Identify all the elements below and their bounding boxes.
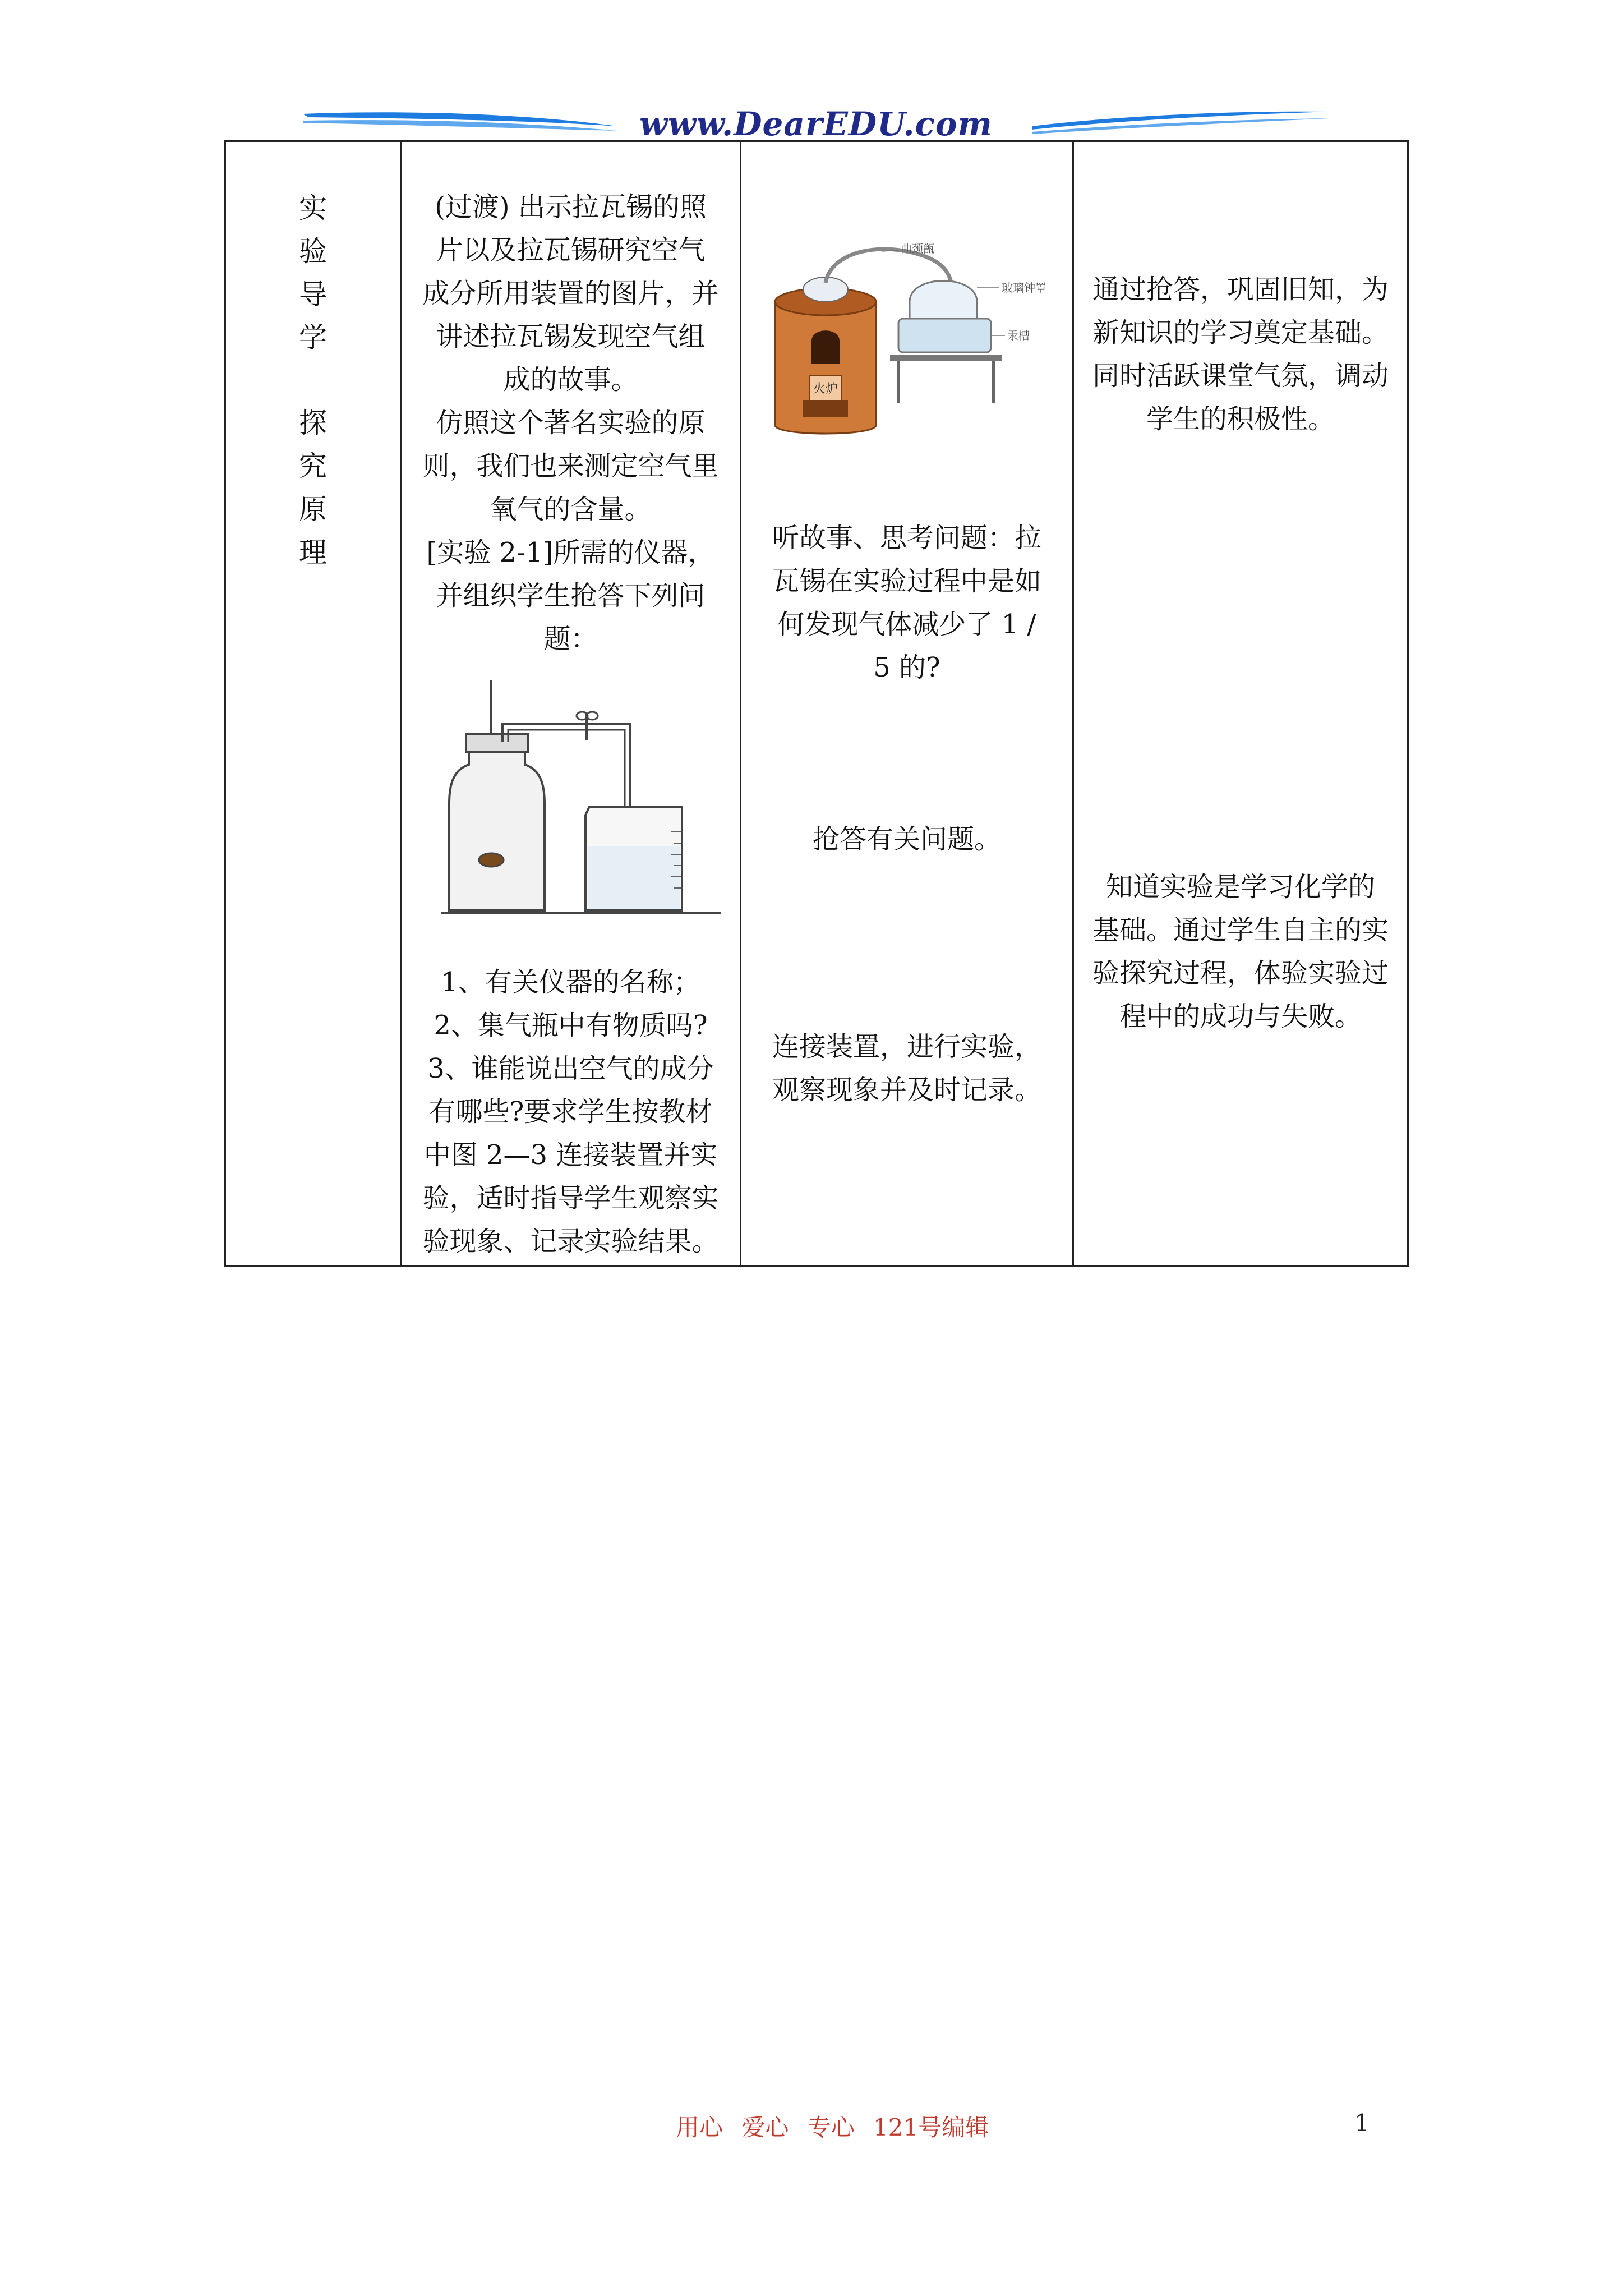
bell-jar-label: 玻璃钟罩 bbox=[1002, 281, 1046, 295]
apparatus-figure bbox=[435, 664, 727, 927]
intent-text-1: 通过抢答，巩固旧知，为 新知识的学习奠定基础。 同时活跃课堂气氛，调动 学生的积极性。 bbox=[1092, 274, 1389, 435]
lavoisier-apparatus-figure bbox=[764, 229, 1050, 453]
page-number: 1 bbox=[1354, 2109, 1370, 2137]
intent-text-2: 知道实验是学习化学的 基础。通过学生自主的实 验探究过程，体验实验过 程中的成功与失败。 bbox=[1092, 871, 1389, 1032]
student-listen-text: 听故事、思考问题：拉 瓦锡在实验过程中是如 何发现气体减少了 1 / 5 的? bbox=[772, 522, 1041, 683]
teacher-question-list: 1、有关仪器的名称； 2、集气瓶中有物质吗? 3、谁能说出空气的成分 有哪些?要求学生按教材 中图 2—3 连接装置并实 验，适时指导学生观察实 验现象、记录实验结果。 bbox=[422, 967, 719, 1257]
mercury-trough-label: 汞槽 bbox=[1007, 329, 1030, 342]
teacher-activity-column bbox=[401, 141, 741, 1266]
retort-label: 曲颈甑 bbox=[901, 242, 934, 255]
brand-text: www.DearEDU.com bbox=[639, 105, 993, 143]
teacher-transition-text: (过渡) 出示拉瓦锡的照 片以及拉瓦锡研究空气 成分所用装置的图片，并 讲述拉瓦锡发现空气组 成的故事。 仿照这个著名实验的原 则，我们也来测定空气里 氧气的含量。 [实验 2-1]所需的仪器， 并组织学生抢答下列问 题： bbox=[422, 191, 719, 655]
lesson-table bbox=[224, 140, 1409, 1267]
stage-column bbox=[225, 141, 401, 1266]
student-experiment-text: 连接装置，进行实验， 观察现象并及时记录。 bbox=[772, 1031, 1041, 1106]
furnace-label: 火炉 bbox=[813, 382, 838, 396]
stage-label-2: 探 究 原 理 bbox=[299, 407, 327, 569]
student-activity-column bbox=[741, 141, 1073, 1266]
footer-note: 用心 爱心 专心 121号编辑 bbox=[676, 2114, 989, 2141]
stage-label-1: 实 验 导 学 bbox=[299, 192, 327, 354]
student-answer-text: 抢答有关问题。 bbox=[812, 823, 1001, 855]
design-intent-column bbox=[1073, 141, 1408, 1266]
